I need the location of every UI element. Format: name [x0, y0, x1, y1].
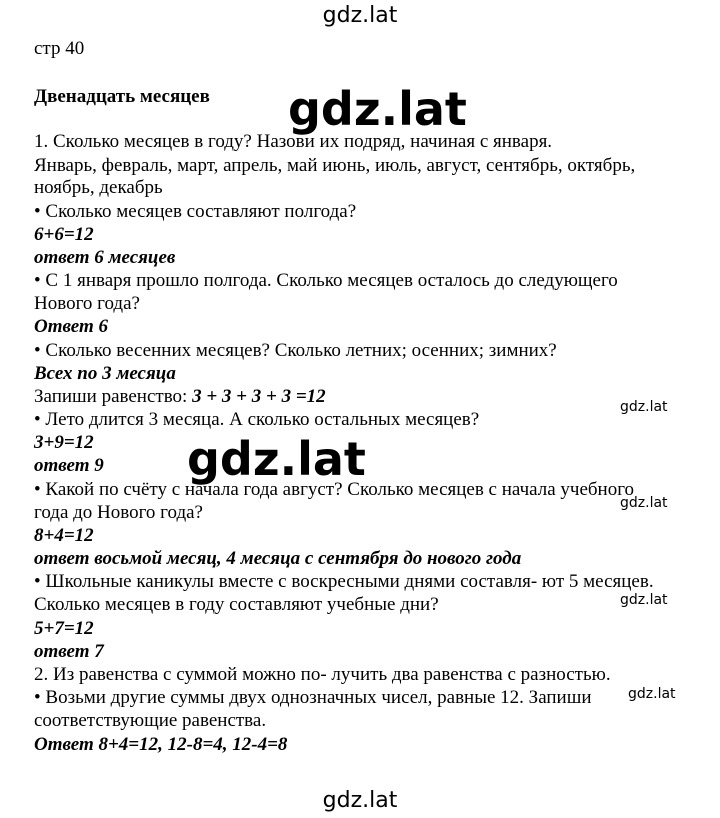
answer-task-2: Ответ 8+4=12, 12-8=4, 12-4=8 [34, 734, 288, 755]
answer-1: ответ 6 месяцев [34, 247, 176, 268]
watermark-large-1: gdz.lat [288, 82, 467, 136]
question-holidays-cont: Сколько месяцев в году составляют учебные дни? [34, 594, 439, 615]
equation-6: 5+7=12 [34, 618, 94, 639]
page-label: стр 40 [34, 38, 85, 59]
question-half-year: • Сколько месяцев составляют полгода? [34, 201, 357, 222]
write-equation-value: 3 + 3 + 3 + 3 =12 [192, 386, 326, 407]
question-remaining-cont: Нового года? [34, 293, 140, 314]
answer-6: ответ 7 [34, 641, 104, 662]
write-equation-label: Запиши равенство: [34, 386, 193, 407]
question-seasons: • Сколько весенних месяцев? Сколько летних; осенних; зимних? [34, 340, 557, 361]
answer-months-list: Январь, февраль, март, апрель, май июнь, июль, август, сентябрь, октябрь, [34, 155, 636, 176]
question-summer: • Лето длится 3 месяца. А сколько остальных месяцев? [34, 409, 480, 430]
watermark-small-1: gdz.lat [620, 399, 668, 415]
equation-1: 6+6=12 [34, 224, 94, 245]
watermark-bottom: gdz.lat [322, 788, 398, 813]
write-equation [34, 386, 326, 408]
watermark-top: gdz.lat [322, 3, 398, 28]
answer-3: Всех по 3 месяца [34, 363, 176, 384]
task-2-question-cont: соответствующие равенства. [34, 710, 267, 731]
answer-5: ответ восьмой месяц, 4 месяца с сентября до нового года [34, 548, 522, 569]
answer-months-list-cont: ноябрь, декабрь [34, 177, 163, 198]
question-remaining: • С 1 января прошло полгода. Сколько месяцев осталось до следующего [34, 270, 618, 291]
equation-5: 8+4=12 [34, 525, 94, 546]
question-august: • Какой по счёту с начала года август? Сколько месяцев с начала учебного [34, 479, 635, 500]
watermark-small-4: gdz.lat [628, 686, 676, 702]
watermark-small-3: gdz.lat [620, 592, 668, 608]
question-august-cont: года до Нового года? [34, 502, 203, 523]
watermark-small-2: gdz.lat [620, 495, 668, 511]
task-2: 2. Из равенства с суммой можно по- лучить два равенства с разностью. [34, 664, 611, 685]
equation-4: 3+9=12 [34, 432, 94, 453]
question-holidays: • Школьные каникулы вместе с воскресными днями составля- ют 5 месяцев. [34, 571, 654, 592]
task-2-question: • Возьми другие суммы двух однозначных чисел, равные 12. Запиши [34, 687, 592, 708]
question-1: 1. Сколько месяцев в году? Назови их подряд, начиная с января. [34, 131, 553, 152]
section-title: Двенадцать месяцев [34, 86, 210, 107]
answer-2: Ответ 6 [34, 316, 108, 337]
answer-4: ответ 9 [34, 455, 104, 476]
watermark-large-2: gdz.lat [187, 432, 366, 486]
